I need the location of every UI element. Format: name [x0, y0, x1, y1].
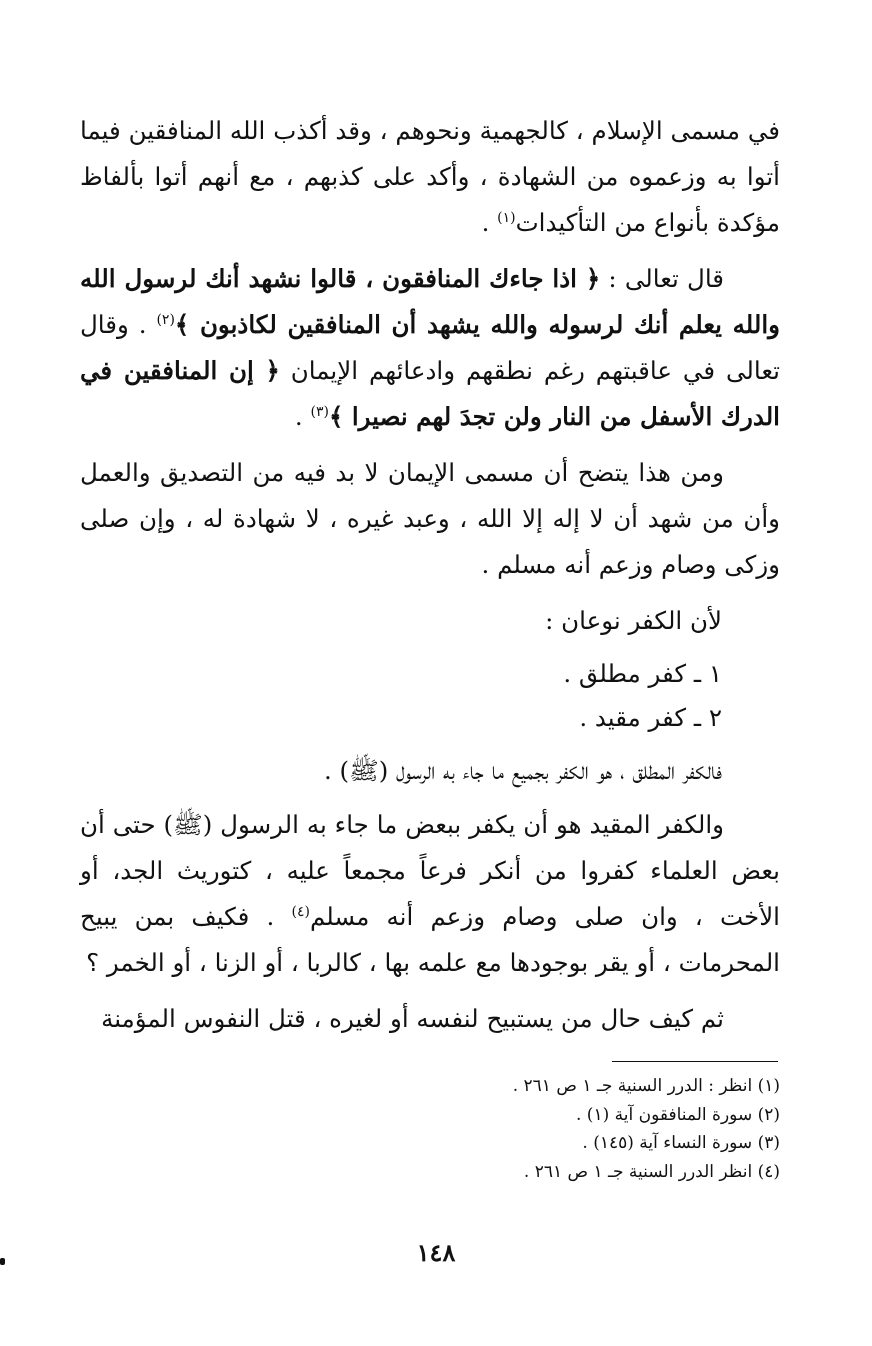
paragraph-2-mid: . وقال تعالى في عاقبتهم رغم نطقهم وادعائهم الإيمان [80, 310, 780, 385]
paragraph-7: ثم كيف حال من يستبيح لنفسه أو لغيره ، قتل النفوس المؤمنة [101, 1004, 724, 1033]
paragraph-6 [80, 802, 780, 986]
footnote-ref-3: (٣) [310, 403, 329, 420]
quran-quote-2: ﴿ إن المنافقين في الدرك الأسفل من النار ولن تجدَ لهم نصيرا ﴾ [80, 356, 780, 431]
paragraph-6-text: والكفر المقيد هو أن يكفر ببعض ما جاء به الرسول (ﷺ) حتى أن بعض العلماء كفروا من أنكر فرعاً مجمعاً عليه ، كتوريث الجد، أو الأخت ، وان صلى وصام وزعم أنه مسلم [80, 810, 780, 931]
page-number: ١٤٨ [416, 1238, 456, 1267]
list-item-1: ١ ـ كفر مطلق . [563, 659, 722, 688]
paragraph-3: ومن هذا يتضح أن مسمى الإيمان لا بد فيه من التصديق والعمل وأن من شهد أن لا إله إلا الله ، وعبد غيره ، لا شهادة له ، وإن صلى وزكى وصام وزعم أنه مسلم . [80, 458, 780, 579]
footnote-4: (٤) انظر الدرر السنية جـ ١ ص ٢٦١ . [523, 1161, 780, 1182]
footnote-3: (٣) سورة النساء آية (١٤٥) . [582, 1133, 780, 1153]
footnote-ref-1: (١) [497, 209, 516, 226]
paragraph-2-end: . [294, 402, 311, 431]
paragraph-2-intro: قال تعالى : [600, 264, 724, 293]
footnote-divider [612, 1061, 778, 1062]
footnotes-section [360, 1072, 780, 1186]
list-item-2: ٢ ـ كفر مقيد . [579, 703, 722, 732]
quran-quote-1: ﴿ اذا جاءك المنافقون ، قالوا نشهد أنك لرسول الله والله يعلم أنك لرسوله والله يشهد أن المنافقين لكاذبون ﴾ [80, 264, 780, 339]
paragraph-6-end: . فكيف بمن يبيح المحرمات ، أو يقر بوجودها مع علمه بها ، كالربا ، أو الزنا ، أو الخمر ؟ [80, 902, 780, 977]
paragraph-1 [80, 108, 780, 246]
footnote-2: (٢) سورة المنافقون آية (١) . [576, 1104, 780, 1125]
footnote-ref-2: (٢) [156, 311, 175, 328]
footnote-ref-4: (٤) [291, 903, 310, 920]
paragraph-4: لأن الكفر نوعان : [545, 606, 722, 635]
paragraph-2 [80, 256, 780, 440]
paragraph-5: فالكفر المطلق ، هو الكفر بجميع ما جاء به الرسول (ﷺ) . [323, 756, 722, 785]
page-body [80, 108, 780, 1052]
footnote-1: (١) انظر : الدرر السنية جـ ١ ص ٢٦١ . [512, 1076, 780, 1096]
paragraph-1-end: . [481, 208, 498, 237]
scan-speck [0, 1258, 5, 1265]
paragraph-1-text: في مسمى الإسلام ، كالجهمية ونحوهم ، وقد أكذب الله المنافقين فيما أتوا به وزعموه من الشهادة ، وأكد على كذبهم ، مع أنهم أتوا بألفاظ مؤكدة بأنواع من التأكيدات [80, 116, 780, 237]
